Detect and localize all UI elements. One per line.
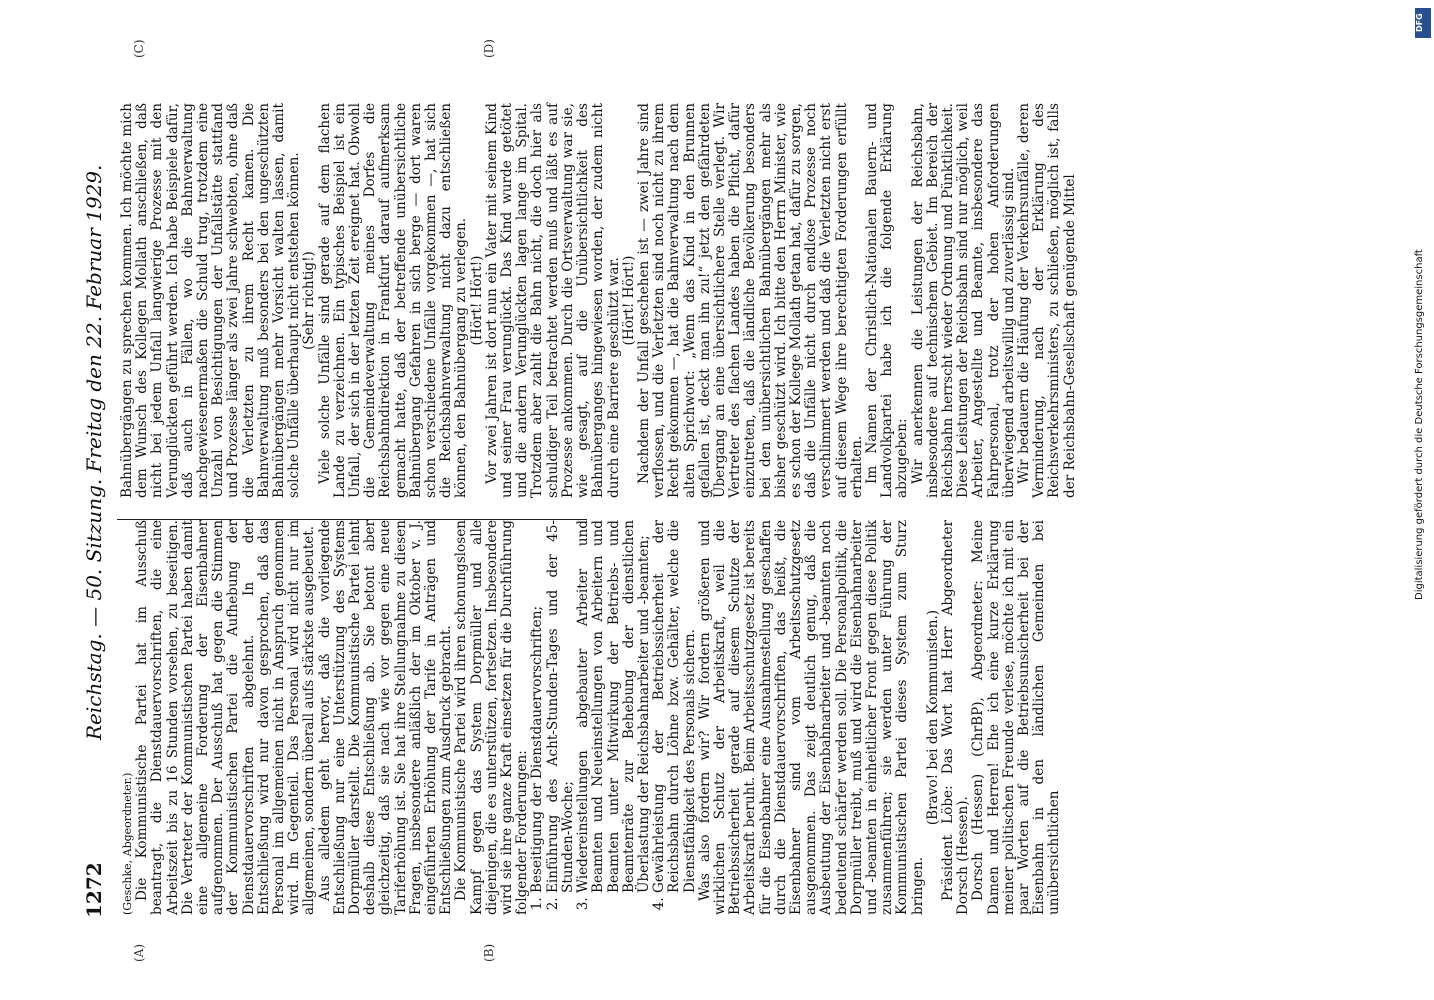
- paragraph: Im Namen der Christlich-Nationalen Bauern- und Landvolkpartei habe ich die folgende Erklärung abzugeben:: [863, 103, 911, 498]
- paragraph: Wir anerkennen die Leistungen der Reichsbahn, insbesondere auf technischem Gebiet. Im Bereich der Reichsbahn herrscht wieder Ordnung und Pünktlichkeit. Diese Leistungen der Reichsbahn sind nur möglich, weil Arbeiter, Angestellte und Beamte, insbesondere das Fahrpersonal, trotz der hohen Anforderungen überwiegend arbeitswillig und zuverlässig sind.: [909, 103, 1017, 498]
- interjection: (Sehr richtig!): [301, 251, 318, 350]
- list-item: 2. Einführung des Acht-Stunden-Tages und der 45-Stunden-Woche;: [546, 520, 576, 893]
- margin-marker-c: (C): [132, 39, 146, 58]
- page-number: 1272: [82, 862, 106, 918]
- list-item: 3. Wiedereinstellungen abgebauter Arbeiter und Beamten und Neueinstellungen von Arbeitern und Beamten unter Mitwirkung der Betriebs- und Beamtenräte zur Behebung der dienstlichen Überlastung der Reichsbahnarbeiter und -beamten;: [576, 520, 652, 893]
- digitization-credit-strip: [1412, 0, 1434, 1000]
- paragraph: Bahnübergängen zu sprechen kommen. Ich möchte mich dem Wunsch des Kollegen Mollath anschließen, daß nicht bei jedem Unfall langwierige Prozesse mit den Verunglückten geführt werden. Ich habe Beispiele dafür, daß auch in Fällen, wo die Bahnverwaltung nachgewiesenermaßen die Schuld trug, trotzdem eine Unzahl von Besichtigungen der Unfallstätte stattfand und Prozesse länger als zwei Jahre schwebten, ohne daß die Verletzten zu ihrem Recht kamen. Die Bahnverwaltung muß besonders bei den ungeschützten Bahnübergängen mehr Vorsicht walten lassen, damit solche Unfälle überhaupt nicht entstehen können.: [119, 103, 303, 498]
- dfg-logo: DFG: [1415, 8, 1431, 38]
- list-item: 4. Gewährleistung der Betriebssicherheit der Reichsbahn durch Löhne bzw. Gehälter, welche die Dienstfähigkeit des Personals sichern.: [652, 520, 698, 893]
- interjection: (Hört! Hört!): [468, 255, 485, 346]
- running-title: Reichstag. — 50. Sitzung. Freitag den 22. Februar 1929.: [82, 164, 106, 740]
- paragraph: Nachdem der Unfall geschehen ist — zwei Jahre sind verflossen, und die Verletzten sind noch nicht zu ihrem Recht gekommen —, hat die Bahnverwaltung nach dem alten Sprichwort: „Wenn das Kind in den Brunnen gefallen ist, deckt man ihn zu!“ jetzt den gefährdeten Übergang an eine übersichtlichere Stelle verlegt. Wir Vertreter des flachen Landes haben die Pflicht, dafür einzutreten, daß die ländliche Bevölkerung besonders bei den unübersichtlichen Bahnübergängen mehr als bisher geschützt wird. Ich bitte den Herrn Minister, wie es schon der Kollege Mollath getan hat, dafür zu sorgen, daß die Unfälle nicht durch endlose Prozesse noch verschlimmert werden und daß die Verletzten nicht erst auf diesem Wege ihre berechtigten Forderungen erfüllt erhalten.: [635, 103, 865, 498]
- paragraph: Was also fordern wir? Wir fordern größeren und wirklichen Schutz der Arbeitskraft, weil die Betriebssicherheit gerade auf diesem Schutze der Arbeitskraft beruht. Beim Arbeitsschutzgesetz ist bereits für die Eisenbahner eine Ausnahmestellung geschaffen durch die Dienstdauervorschriften, das heißt, die Eisenbahner sind vom Arbeitsschutzgesetz ausgenommen. Das zeigt deutlich genug, daß die Ausbeutung der Eisenbahnarbeiter und -beamten noch bedeutend schärfer werden soll. Die Personalpolitik, die Dorpmüller treibt, muß und wird die Eisenbahnarbeiter und -beamten in einheitlicher Front gegen diese Politik zusammenführen; sie werden unter Führung der Kommunistischen Partei dieses System zum Sturz bringen.: [696, 520, 926, 915]
- interjection: (Bravo! bei den Kommunisten.): [924, 609, 941, 826]
- paragraph: Aus alledem geht hervor, daß die vorliegende Entschließung nur eine Unterstützung des Systems Dorpmüller darstellt. Die Kommunistische Partei lehnt deshalb diese Entschließung ab. Sie betont aber gleichzeitig, daß sie nach wie vor gegen eine neue Tariferhöhung ist. Sie hat ihre Stellungnahme zu diesen Fragen, insbesondere anläßlich der im Oktober v. J. eingeführten Erhöhung der Tarife in Anträgen und Entschließungen zum Ausdruck gebracht.: [316, 520, 455, 915]
- digitization-credit: Digitalisierung gefördert durch die Deutsche Forschungsgemeinschaft: [1414, 249, 1425, 600]
- paragraph: Die Kommunistische Partei hat im Ausschuß beantragt, die Dienstdauervorschriften, die eine Arbeitszeit bis zu 16 Stunden vorsehen, zu beseitigen. Die Vertreter der Kommunistischen Partei haben damit eine allgemeine Forderung der Eisenbahner aufgenommen. Der Ausschuß hat gegen die Stimmen der Kommunistischen Partei die Aufhebung der Dienstdauervorschriften abgelehnt. In der Entschließung wird nur davon gesprochen, daß das Personal im allgemeinen nicht in Anspruch genommen wird. Im Gegenteil. Das Personal wird nicht nur im allgemeinen, sondern überall aufs stärkste ausgebeutet.: [134, 520, 318, 915]
- scanned-page: [12, 0, 1402, 990]
- president-remark: Präsident Löbe: Das Wort hat Herr Abgeordneter Dorsch (Hessen).: [939, 520, 972, 915]
- speaker-continuation: (Geschke, Abgeordneter.): [121, 772, 134, 915]
- paragraph: Vor zwei Jahren ist dort nun ein Vater mit seinem Kind und seiner Frau verunglückt. Das Kind wurde getötet und die andern Verunglückten lagen lange im Spital. Trotzdem aber zahlt die Bahn nicht, die doch hier als schuldiger Teil betrachtet werden muß und läßt es auf Prozesse ankommen. Durch die Ortsverwaltung war sie, wie gesagt, auf die Unübersichtlichkeit des Bahnüberganges hingewiesen worden, der zudem nicht durch eine Barriere geschützt war.: [483, 103, 622, 498]
- margin-marker-a: (A): [132, 943, 146, 962]
- margin-marker-b: (B): [482, 943, 496, 962]
- interjection: (Hört! Hört!): [620, 255, 637, 346]
- paragraph: Viele solche Unfälle sind gerade auf dem flachen Lande zu verzeichnen. Ein typisches Beispiel ist ein Unfall, der sich in der letzten Zeit ereignet hat. Obwohl die Gemeindeverwaltung meines Dorfes die Reichsbahndirektion in Frankfurt darauf aufmerksam gemacht hatte, daß der betreffende unübersichtliche Bahnübergang Gefahren in sich berge — dort waren schon verschiedene Unfälle vorgekommen —, hat sich die Reichsbahnverwaltung nicht dazu entschließen können, den Bahnübergang zu verlegen.: [316, 103, 470, 498]
- list-item: 1. Beseitigung der Dienstdauervorschriften;: [530, 520, 545, 893]
- left-column: [120, 520, 1063, 915]
- demands-list: [530, 520, 697, 915]
- paragraph: Dorsch (Hessen) (ChrBP), Abgeordneter: Meine Damen und Herren! Ehe ich eine kurze Erklärung meiner politischen Freunde verlese, möchte ich mit ein paar Worten auf die Betriebsunsicherheit bei der Eisenbahn in den ländlichen Gemeinden bei unübersichtlichen: [970, 520, 1063, 915]
- page-header: [82, 90, 112, 930]
- paragraph: Die Kommunistische Partei wird ihren schonungslosen Kampf gegen das System Dorpmüller und alle diejenigen, die es unterstützen, fortsetzen. Insbesondere wird sie ihre ganze Kraft einsetzen für die Durchführung folgender Forderungen:: [453, 520, 531, 915]
- margin-marker-d: (D): [482, 39, 496, 58]
- right-column: [120, 103, 1078, 498]
- paragraph: Wir bedauern die Häufung der Verkehrsunfälle, deren Verminderung, nach der Erklärung des Reichsverkehrsministers, zu schließen, möglich ist, falls der Reichsbahn-Gesellschaft genügende Mittel: [1015, 103, 1078, 498]
